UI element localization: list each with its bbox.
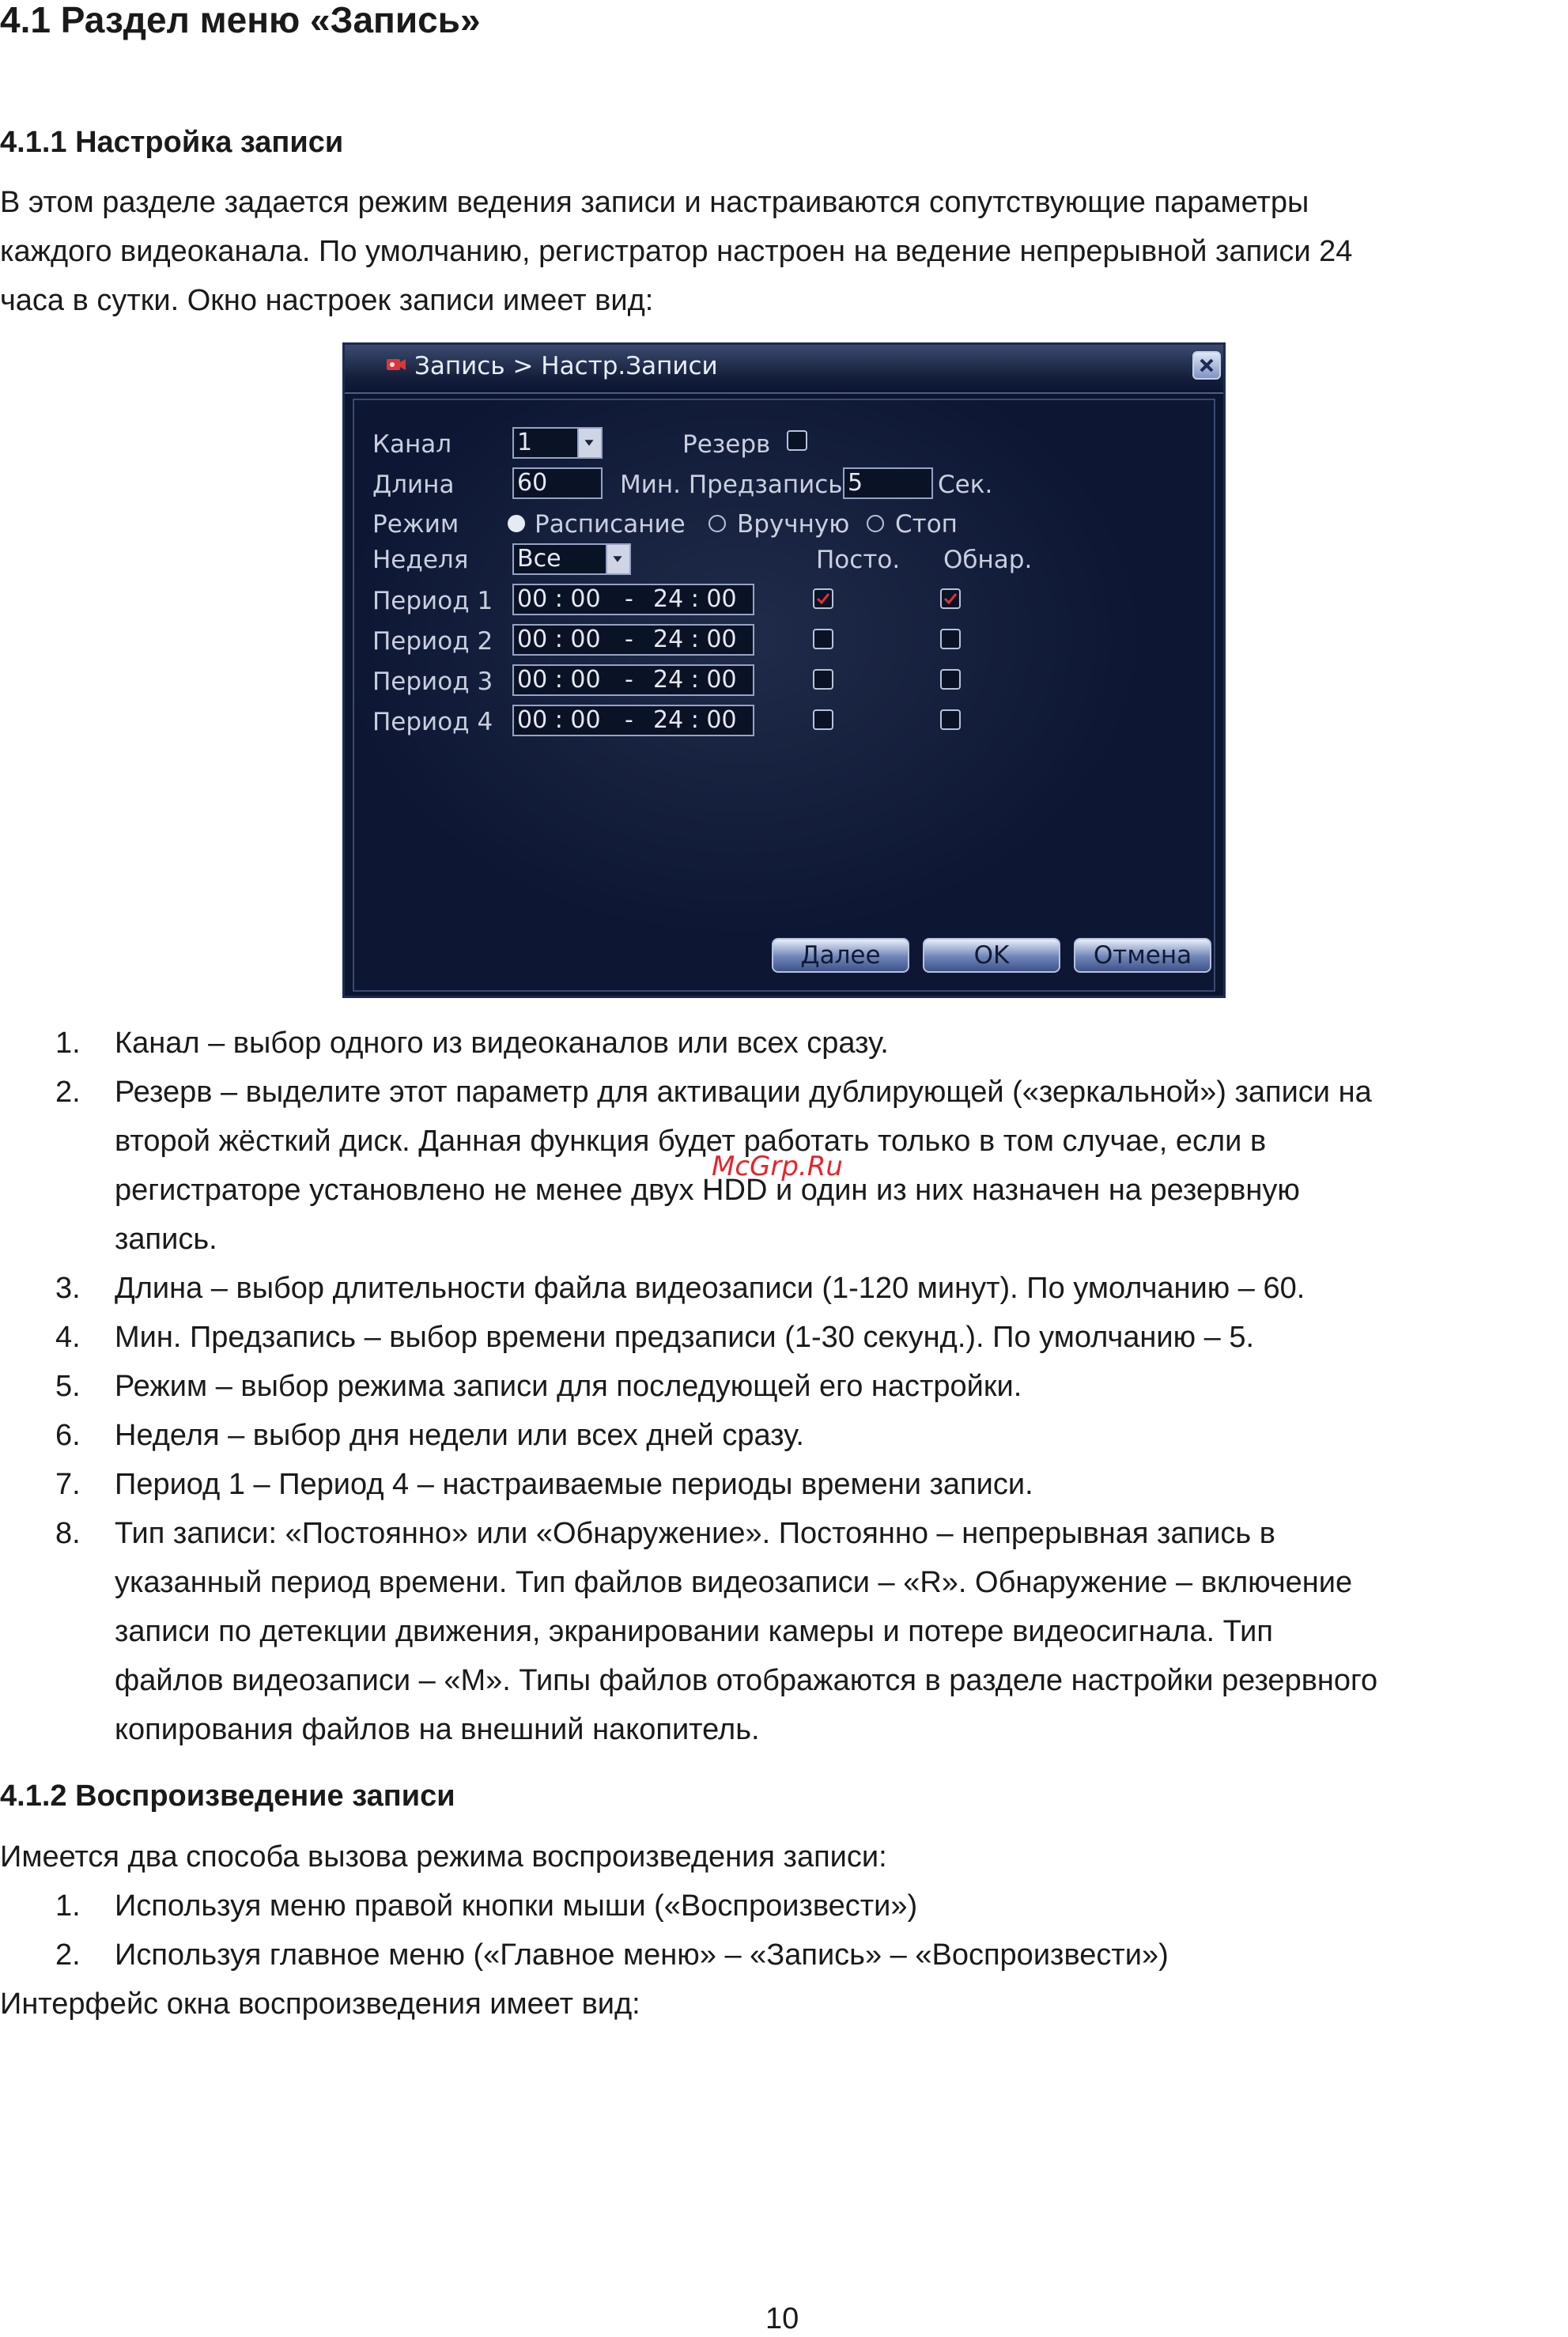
period-start-time: 00 : 00: [517, 666, 601, 694]
playback-intro: Имеется два способа вызова режима воспроизведения записи:: [0, 1840, 887, 1874]
record-icon: [386, 356, 406, 373]
period-start-time: 00 : 00: [517, 706, 601, 734]
week-label: Неделя: [372, 546, 469, 574]
list-item-text: Период 1 – Период 4 – настраиваемые периоды времени записи.: [115, 1468, 1033, 1501]
list-item: [0, 1411, 1568, 1460]
prerecord-value: 5: [848, 469, 863, 497]
channel-select[interactable]: [512, 427, 603, 459]
chevron-down-icon: [577, 429, 601, 457]
chevron-down-icon: [606, 545, 629, 573]
list-item-text: файлов видеозаписи – «M». Типы файлов отображаются в разделе настройки резервного: [115, 1664, 1378, 1697]
period-dash: -: [625, 585, 633, 613]
page-heading: 4.1 Раздел меню «Запись»: [0, 0, 481, 40]
watermark: McGrp.Ru: [712, 1151, 843, 1182]
playback-outro: Интерфейс окна воспроизведения имеет вид:: [0, 1987, 640, 2021]
list-item-text: записи по детекции движения, экранировании камеры и потере видеосигнала. Тип: [115, 1615, 1273, 1648]
intro-paragraph-line: часа в сутки. Окно настроек записи имеет вид:: [0, 284, 654, 317]
list-item-number: 5.: [55, 1370, 81, 1403]
period-dash: -: [625, 666, 633, 694]
list-item-text: Используя меню правой кнопки мыши («Воспроизвести»): [115, 1889, 918, 1923]
period-start-time: 00 : 00: [517, 626, 601, 653]
list-item-number: 2.: [55, 1938, 81, 1972]
intro-paragraph-line: В этом разделе задается режим ведения записи и настраиваются сопутствующие параметры: [0, 186, 1309, 219]
list-item: [0, 1313, 1568, 1362]
list-item-text: второй жёсткий диск. Данная функция будет работать только в том случае, если в: [115, 1125, 1267, 1158]
mode-radio-schedule[interactable]: [508, 515, 525, 532]
list-item-text: указанный период времени. Тип файлов видеозаписи – «R». Обнаружение – включение: [115, 1566, 1353, 1599]
list-item-number: 3.: [55, 1272, 81, 1305]
list-item-text: запись.: [115, 1223, 217, 1256]
period-time-range[interactable]: [512, 664, 754, 696]
length-value: 60: [517, 469, 548, 497]
dialog-title: Запись > Настр.Записи: [414, 352, 718, 380]
period-constant-checkbox[interactable]: [813, 669, 833, 690]
mode-option-manual: Вручную: [737, 510, 850, 539]
period-constant-checkbox[interactable]: [813, 629, 833, 649]
period-detect-checkbox[interactable]: [940, 709, 961, 730]
period-start-time: 00 : 00: [517, 585, 601, 613]
list-item-number: 7.: [55, 1468, 81, 1501]
list-item-number: 6.: [55, 1419, 81, 1452]
list-item-text: Мин. Предзапись – выбор времени предзаписи (1-30 секунд.). По умолчанию – 5.: [115, 1321, 1255, 1354]
list-item: [0, 1881, 1568, 1930]
column-constant-label: Посто.: [816, 546, 901, 574]
dialog-titlebar: [345, 345, 1223, 394]
list-item: [0, 1264, 1568, 1313]
period-constant-checkbox[interactable]: [813, 588, 833, 609]
mode-option-schedule: Расписание: [535, 510, 686, 539]
list-item-text: Тип записи: «Постоянно» или «Обнаружение». Постоянно – непрерывная запись в: [115, 1517, 1275, 1550]
list-item: [0, 1460, 1568, 1509]
channel-label: Канал: [372, 430, 452, 459]
dialog-body: [353, 399, 1215, 992]
list-item: [0, 1930, 1568, 1980]
period-end-time: 24 : 00: [653, 626, 737, 653]
list-item-text: Неделя – выбор дня недели или всех дней сразу.: [115, 1419, 804, 1452]
period-end-time: 24 : 00: [653, 706, 737, 734]
list-item-text: Канал – выбор одного из видеоканалов или всех сразу.: [115, 1027, 889, 1060]
mode-label: Режим: [372, 510, 459, 539]
period-label: Период 1: [372, 587, 493, 615]
playback-methods-list: [0, 1881, 1568, 1980]
next-button[interactable]: Далее: [772, 938, 909, 973]
mode-radio-manual[interactable]: [708, 515, 726, 532]
list-item-number: 8.: [55, 1517, 81, 1550]
period-label: Период 2: [372, 627, 493, 656]
list-item: [0, 1019, 1568, 1068]
mode-option-stop: Стоп: [895, 510, 958, 539]
period-end-time: 24 : 00: [653, 666, 737, 694]
period-end-time: 24 : 00: [653, 585, 737, 613]
list-item-text: Резерв – выделите этот параметр для активации дублирующей («зеркальной») записи на: [115, 1076, 1372, 1109]
prerecord-unit: Сек.: [938, 471, 993, 499]
length-input[interactable]: [512, 467, 603, 499]
list-item-text: Длина – выбор длительности файла видеозаписи (1-120 минут). По умолчанию – 60.: [115, 1272, 1305, 1305]
list-item-text: Используя главное меню («Главное меню» – «Запись» – «Воспроизвести»): [115, 1938, 1169, 1972]
close-icon[interactable]: [1192, 351, 1221, 380]
prerecord-label: Мин. Предзапись: [620, 471, 843, 499]
list-item: [0, 1362, 1568, 1411]
period-label: Период 4: [372, 708, 493, 736]
period-label: Период 3: [372, 667, 493, 696]
period-constant-checkbox[interactable]: [813, 709, 833, 730]
reserve-checkbox[interactable]: [787, 430, 807, 451]
list-item-text: регистраторе установлено не менее двух HDD и один из них назначен на резервную: [115, 1174, 1300, 1207]
list-item-text: Режим – выбор режима записи для последующей его настройки.: [115, 1370, 1022, 1403]
list-item-number: 1.: [55, 1889, 81, 1923]
period-time-range[interactable]: [512, 705, 754, 736]
page-number: 10: [765, 2302, 799, 2335]
period-detect-checkbox[interactable]: [940, 588, 961, 609]
mode-radio-stop[interactable]: [867, 515, 884, 532]
section-title-record-settings: 4.1.1 Настройка записи: [0, 126, 344, 159]
list-item: [0, 1509, 1568, 1754]
list-item-number: 2.: [55, 1076, 81, 1109]
period-dash: -: [625, 626, 633, 653]
settings-description-list: [0, 1019, 1568, 1754]
list-item-number: 4.: [55, 1321, 81, 1354]
record-settings-dialog: [342, 342, 1226, 998]
period-time-range[interactable]: [512, 624, 754, 656]
week-select[interactable]: [512, 543, 631, 575]
intro-paragraph-line: каждого видеоканала. По умолчанию, регистратор настроен на ведение непрерывной записи 24: [0, 235, 1353, 268]
channel-value: 1: [517, 429, 533, 456]
column-detect-label: Обнар.: [943, 546, 1033, 574]
list-item-number: 1.: [55, 1027, 81, 1060]
period-time-range[interactable]: [512, 584, 754, 615]
list-item-text: копирования файлов на внешний накопитель.: [115, 1713, 760, 1746]
section-title-playback: 4.1.2 Воспроизведение записи: [0, 1779, 455, 1813]
reserve-label: Резерв: [682, 430, 771, 459]
cancel-button[interactable]: Отмена: [1074, 938, 1211, 973]
period-detect-checkbox[interactable]: [940, 629, 961, 649]
period-detect-checkbox[interactable]: [940, 669, 961, 690]
ok-button[interactable]: OK: [923, 938, 1060, 973]
period-dash: -: [625, 706, 633, 734]
prerecord-input[interactable]: [843, 467, 933, 499]
length-label: Длина: [372, 471, 455, 499]
week-value: Все: [517, 545, 561, 573]
